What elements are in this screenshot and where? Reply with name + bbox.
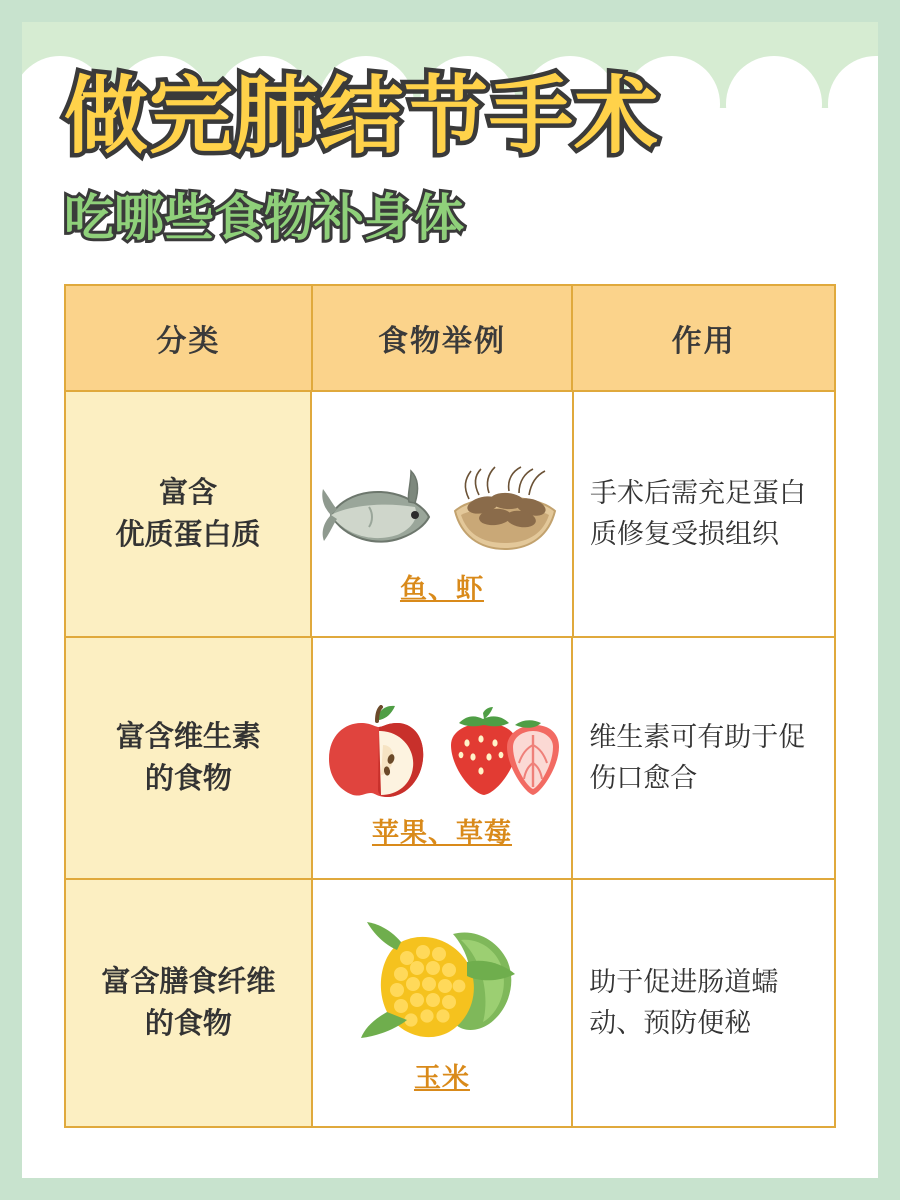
page-title: 做完肺结节手术 [64, 69, 660, 163]
fish-icon [319, 467, 437, 555]
row-category-fiber [66, 880, 313, 1126]
table-row [66, 880, 834, 1126]
row-category-protein [66, 392, 312, 636]
category-line-1: 富含维生素 [115, 720, 261, 753]
food-caption: 玉米 [413, 1063, 470, 1094]
table-header-effect: 作用 [573, 286, 834, 390]
category-line-2: 的食物 [144, 1007, 232, 1040]
category-line-2: 优质蛋白质 [115, 518, 261, 551]
apple-icon [321, 705, 437, 799]
food-caption: 苹果、草莓 [371, 818, 512, 849]
row-food-vitamin [313, 638, 574, 878]
table-header-category: 分类 [66, 286, 313, 390]
category-line-1: 富含 [158, 476, 217, 509]
poster-card [22, 22, 878, 1178]
shrimp-basket-icon [445, 459, 565, 555]
category-line-2: 的食物 [144, 762, 232, 795]
food-caption: 鱼、虾 [399, 574, 484, 605]
row-food-fiber [313, 880, 574, 1126]
table-row [66, 638, 834, 880]
row-food-protein [312, 392, 574, 636]
table-header-food-example: 食物举例 [313, 286, 574, 390]
page-subtitle: 吃哪些食物补身体 [64, 189, 464, 246]
table-row [66, 392, 834, 638]
food-illustration-group [321, 667, 563, 799]
strawberry-icon [445, 705, 563, 799]
row-effect-vitamin: 维生素可有助于促伤口愈合 [573, 638, 834, 878]
corn-icon [357, 916, 527, 1044]
row-effect-protein: 手术后需充足蛋白质修复受损组织 [574, 392, 834, 636]
food-illustration-group [357, 912, 527, 1044]
row-effect-fiber: 助于促进肠道蠕动、预防便秘 [573, 880, 834, 1126]
poster-content [22, 69, 878, 1128]
row-category-vitamin [66, 638, 313, 878]
table-header-row [66, 286, 834, 392]
category-line-1: 富含膳食纤维 [101, 965, 276, 998]
food-illustration-group [319, 423, 565, 555]
food-table [64, 284, 836, 1128]
